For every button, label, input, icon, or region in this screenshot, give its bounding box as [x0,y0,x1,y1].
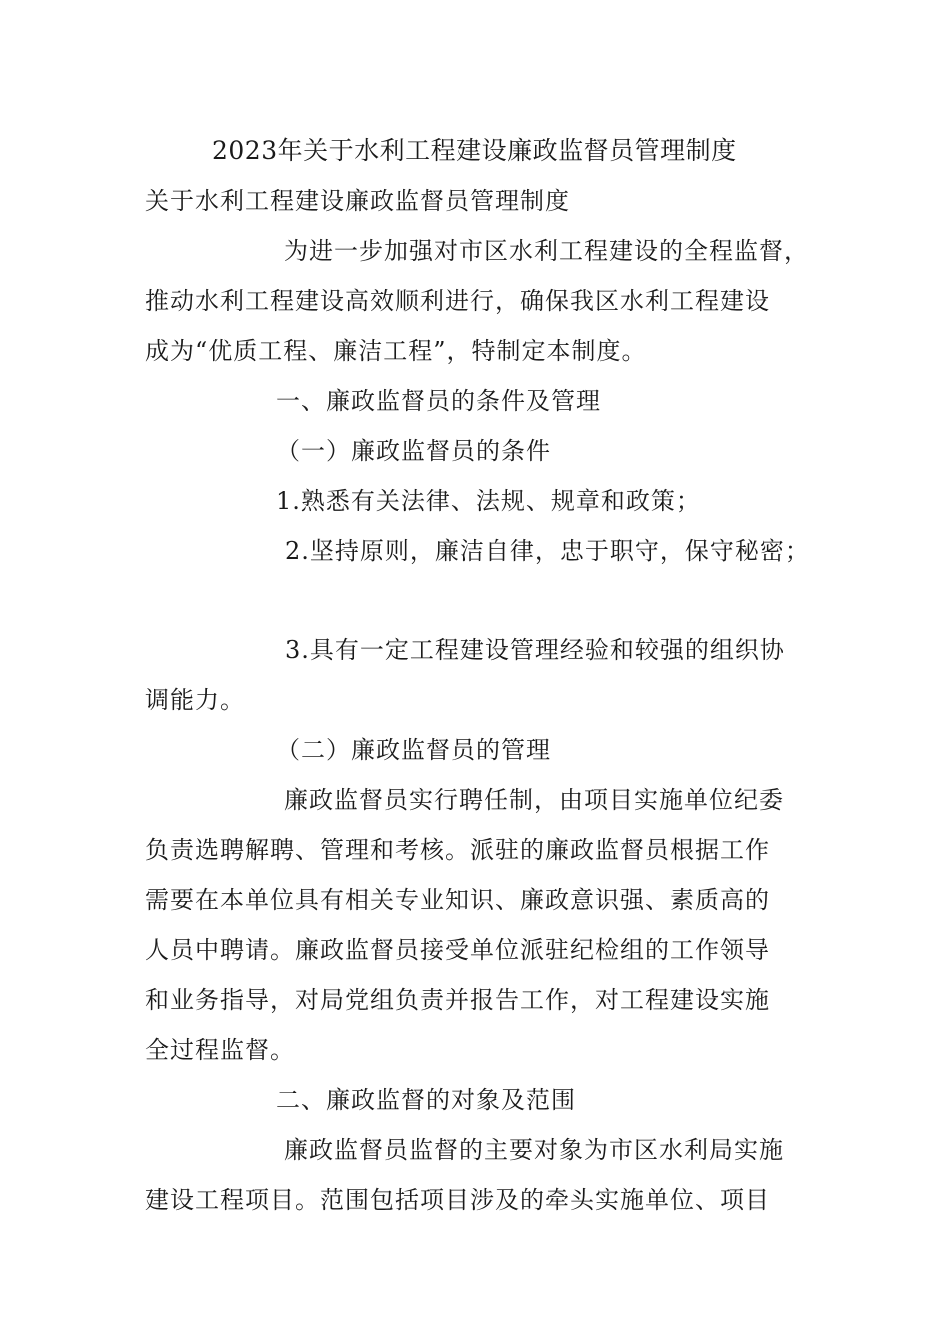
condition-item-1: 1.熟悉有关法律、法规、规章和政策； [276,487,701,515]
management-line-2: 负责选聘解聘、管理和考核。派驻的廉政监督员根据工作 [145,836,770,864]
condition-item-3-line-1: 3.具有一定工程建设管理经验和较强的组织协 [285,636,785,664]
management-line-4: 人员中聘请。廉政监督员接受单位派驻纪检组的工作领导 [145,936,770,964]
document-subtitle: 关于水利工程建设廉政监督员管理制度 [145,187,570,215]
section-2-heading: 二、廉政监督的对象及范围 [276,1086,576,1114]
condition-item-3-line-2: 调能力。 [145,686,245,714]
document-title: 2023年关于水利工程建设廉政监督员管理制度 [212,136,737,165]
section-1-sub-2-heading: （二）廉政监督员的管理 [276,736,551,764]
section-1-heading: 一、廉政监督员的条件及管理 [276,387,601,415]
management-line-1: 廉政监督员实行聘任制，由项目实施单位纪委 [284,786,784,814]
management-line-3: 需要在本单位具有相关专业知识、廉政意识强、素质高的 [145,886,770,914]
intro-line-2: 推动水利工程建设高效顺利进行，确保我区水利工程建设 [145,287,770,315]
management-line-6: 全过程监督。 [145,1036,295,1064]
scope-line-2: 建设工程项目。范围包括项目涉及的牵头实施单位、项目 [145,1186,770,1214]
condition-item-2: 2.坚持原则，廉洁自律，忠于职守，保守秘密； [285,537,810,565]
scope-line-1: 廉政监督员监督的主要对象为市区水利局实施 [284,1136,784,1164]
intro-line-1: 为进一步加强对市区水利工程建设的全程监督， [284,237,809,265]
management-line-5: 和业务指导，对局党组负责并报告工作，对工程建设实施 [145,986,770,1014]
intro-line-3: 成为“优质工程、廉洁工程”，特制定本制度。 [145,337,647,365]
section-1-sub-1-heading: （一）廉政监督员的条件 [276,437,551,465]
